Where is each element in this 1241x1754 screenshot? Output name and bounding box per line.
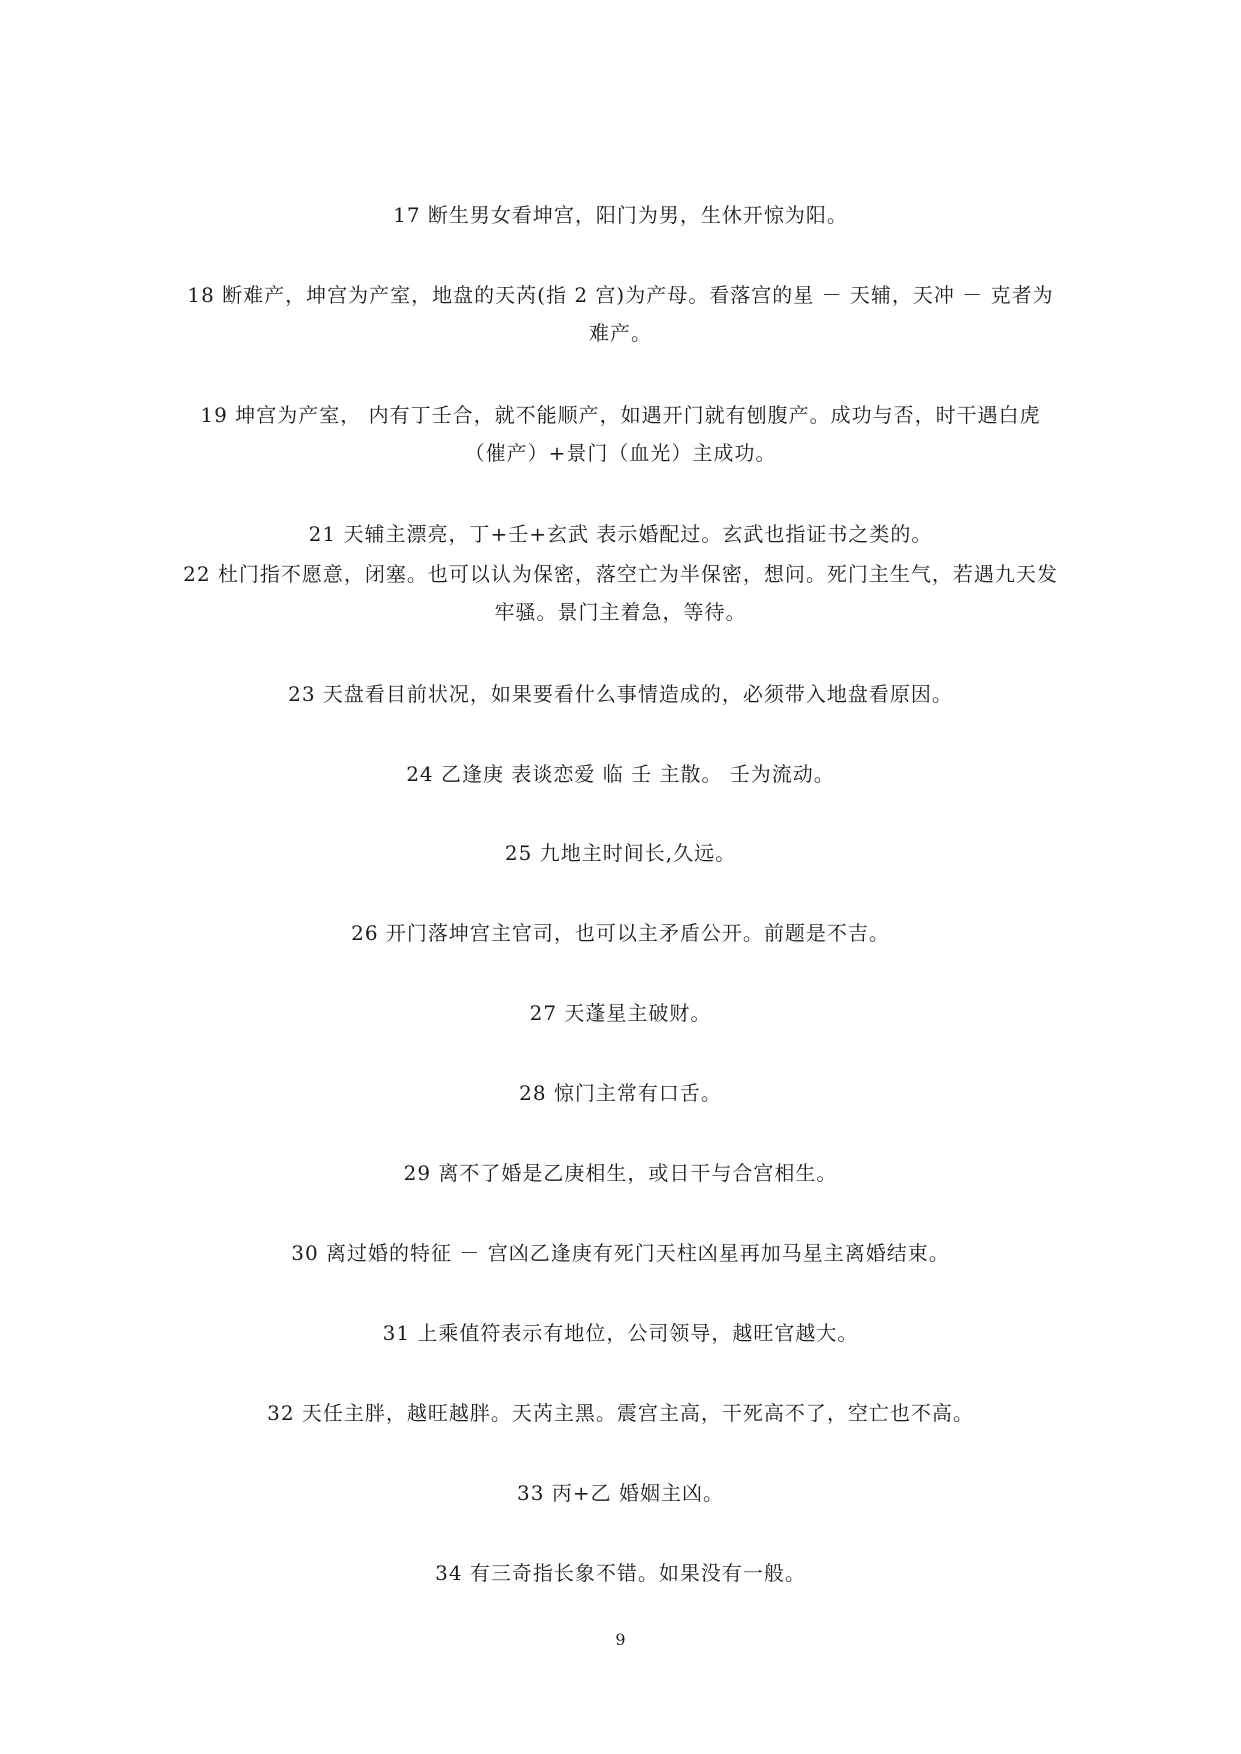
- paragraph-26: 26 开门落坤宫主官司，也可以主矛盾公开。前题是不吉。: [351, 921, 890, 945]
- paragraph-21: 21 天辅主漂亮，丁+壬+玄武 表示婚配过。玄武也指证书之类的。: [308, 522, 933, 546]
- paragraph-31: 31 上乘值符表示有地位，公司领导，越旺官越大。: [382, 1321, 859, 1345]
- paragraph-33: 33 丙+乙 婚姻主凶。: [517, 1481, 724, 1505]
- paragraph-34: 34 有三奇指长象不错。如果没有一般。: [435, 1561, 806, 1585]
- paragraph-28: 28 惊门主常有口舌。: [519, 1081, 722, 1105]
- page-number: 9: [615, 1630, 626, 1649]
- paragraph-29: 29 离不了婚是乙庚相生，或日干与合宫相生。: [403, 1161, 838, 1185]
- paragraph-22: 22 杜门指不愿意，闭塞。也可以认为保密，落空亡为半保密，想问。死门主生气，若遇九天发牢骚。景门主着急，等待。: [183, 562, 1058, 624]
- paragraph-27: 27 天蓬星主破财。: [529, 1001, 712, 1025]
- paragraph-19: 19 坤宫为产室， 内有丁壬合，就不能顺产，如遇开门就有刨腹产。成功与否，时干遇白虎（催产）+景门（血光）主成功。: [200, 403, 1041, 465]
- paragraph-24: 24 乙逢庚 表谈恋爱 临 壬 主散。 壬为流动。: [406, 762, 835, 786]
- paragraph-23: 23 天盘看目前状况，如果要看什么事情造成的，必须带入地盘看原因。: [288, 682, 953, 706]
- paragraph-30: 30 离过婚的特征 － 宫凶乙逢庚有死门天柱凶星再加马星主离婚结束。: [291, 1241, 950, 1265]
- paragraph-32: 32 天任主胖，越旺越胖。天芮主黑。震宫主高，干死高不了，空亡也不高。: [267, 1401, 974, 1425]
- paragraph-25: 25 九地主时间长,久远。: [504, 841, 737, 865]
- paragraph-18: 18 断难产，坤宫为产室，地盘的天芮(指 2 宫)为产母。看落宫的星 － 天辅，天冲 － 克者为难产。: [187, 283, 1054, 345]
- paragraph-17: 17 断生男女看坤宫，阳门为男，生休开惊为阳。: [393, 203, 848, 227]
